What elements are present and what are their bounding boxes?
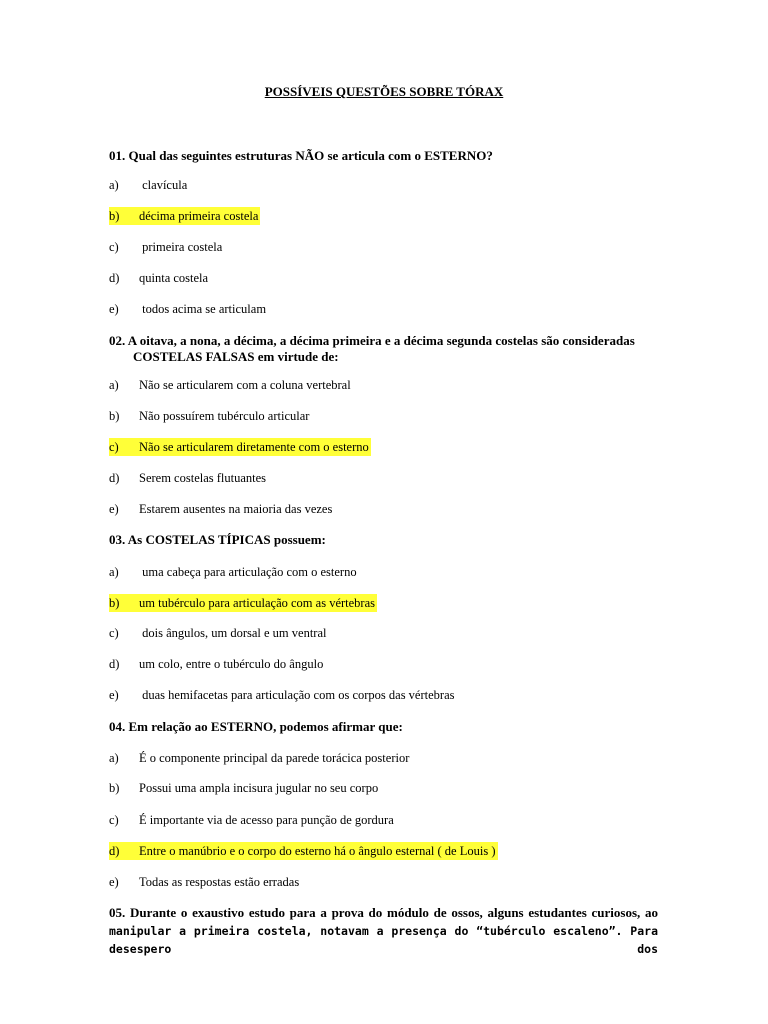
q4-option-b xyxy=(109,779,378,797)
question-2-line-1: 02. A oitava, a nona, a décima, a décima primeira e a décima segunda costelas são consideradas xyxy=(109,333,635,348)
option-text: Entre o manúbrio e o corpo do esterno há o ângulo esternal ( de Louis ) xyxy=(139,844,496,858)
option-text: quinta costela xyxy=(139,271,209,285)
question-4: 04. Em relação ao ESTERNO, podemos afirmar que: xyxy=(109,719,403,734)
q2-option-b xyxy=(109,407,309,425)
q4-option-e xyxy=(109,873,299,891)
option-letter: d) xyxy=(109,844,120,858)
question-2-line-2: COSTELAS FALSAS em virtude de: xyxy=(133,349,339,364)
option-text: Não possuírem tubérculo articular xyxy=(139,409,310,423)
option-letter: d) xyxy=(109,471,120,485)
question-5-line-1: 05. Durante o exaustivo estudo para a prova do módulo de ossos, alguns estudantes curiosos, ao xyxy=(109,905,658,920)
option-text: um colo, entre o tubérculo do ângulo xyxy=(139,657,324,671)
option-text: É importante via de acesso para punção de gordura xyxy=(139,813,394,827)
q3-option-e xyxy=(109,686,455,704)
q1-option-c xyxy=(109,238,222,256)
option-letter: c) xyxy=(109,813,119,827)
option-letter: b) xyxy=(109,781,120,795)
option-letter: e) xyxy=(109,302,119,316)
option-letter: d) xyxy=(109,657,120,671)
option-letter: a) xyxy=(109,378,119,392)
option-text: todos acima se articulam xyxy=(139,302,267,316)
option-text: duas hemifacetas para articulação com os corpos das vértebras xyxy=(139,688,455,702)
option-letter: a) xyxy=(109,565,119,579)
q3-option-b-highlighted xyxy=(109,594,377,612)
option-letter: d) xyxy=(109,271,120,285)
q2-option-a xyxy=(109,376,351,394)
option-text: Estarem ausentes na maioria das vezes xyxy=(139,502,333,516)
q3-option-a xyxy=(109,563,357,581)
q1-option-d xyxy=(109,269,208,287)
option-text: primeira costela xyxy=(139,240,223,254)
q4-option-d-highlighted xyxy=(109,842,498,860)
option-text: décima primeira costela xyxy=(139,209,259,223)
option-text: Possui uma ampla incisura jugular no seu corpo xyxy=(139,781,379,795)
option-text: Todas as respostas estão erradas xyxy=(139,875,300,889)
option-letter: c) xyxy=(109,626,119,640)
option-text: clavícula xyxy=(139,178,188,192)
option-text: dois ângulos, um dorsal e um ventral xyxy=(139,626,327,640)
option-letter: c) xyxy=(109,240,119,254)
option-text: uma cabeça para articulação com o esterno xyxy=(139,565,357,579)
q2-option-c-highlighted xyxy=(109,438,371,456)
question-5-line-2: manipular a primeira costela, notavam a presença do “tubérculo escaleno”. Para desespero dos xyxy=(109,924,658,956)
option-letter: e) xyxy=(109,688,119,702)
q3-option-c xyxy=(109,624,326,642)
option-text: Não se articularem com a coluna vertebral xyxy=(139,378,351,392)
q1-option-b-highlighted xyxy=(109,207,260,225)
q4-option-a xyxy=(109,749,409,767)
q2-option-e xyxy=(109,500,332,518)
option-text: Serem costelas flutuantes xyxy=(139,471,267,485)
document-title: POSSÍVEIS QUESTÕES SOBRE TÓRAX xyxy=(264,84,504,99)
option-text: É o componente principal da parede torácica posterior xyxy=(139,751,410,765)
option-letter: c) xyxy=(109,440,119,454)
option-letter: b) xyxy=(109,409,120,423)
question-5 xyxy=(109,904,658,958)
q3-option-d xyxy=(109,655,323,673)
option-letter: a) xyxy=(109,178,119,192)
q1-option-a xyxy=(109,176,187,194)
option-letter: a) xyxy=(109,751,119,765)
question-1: 01. Qual das seguintes estruturas NÃO se articula com o ESTERNO? xyxy=(109,148,493,163)
q1-option-e xyxy=(109,300,266,318)
question-3: 03. As COSTELAS TÍPICAS possuem: xyxy=(109,532,326,547)
option-text: Não se articularem diretamente com o esterno xyxy=(139,440,369,454)
question-2 xyxy=(109,333,659,365)
option-letter: e) xyxy=(109,875,119,889)
option-letter: e) xyxy=(109,502,119,516)
option-text: um tubérculo para articulação com as vértebras xyxy=(139,596,375,610)
option-letter: b) xyxy=(109,596,120,610)
q4-option-c xyxy=(109,811,394,829)
option-letter: b) xyxy=(109,209,120,223)
q2-option-d xyxy=(109,469,266,487)
